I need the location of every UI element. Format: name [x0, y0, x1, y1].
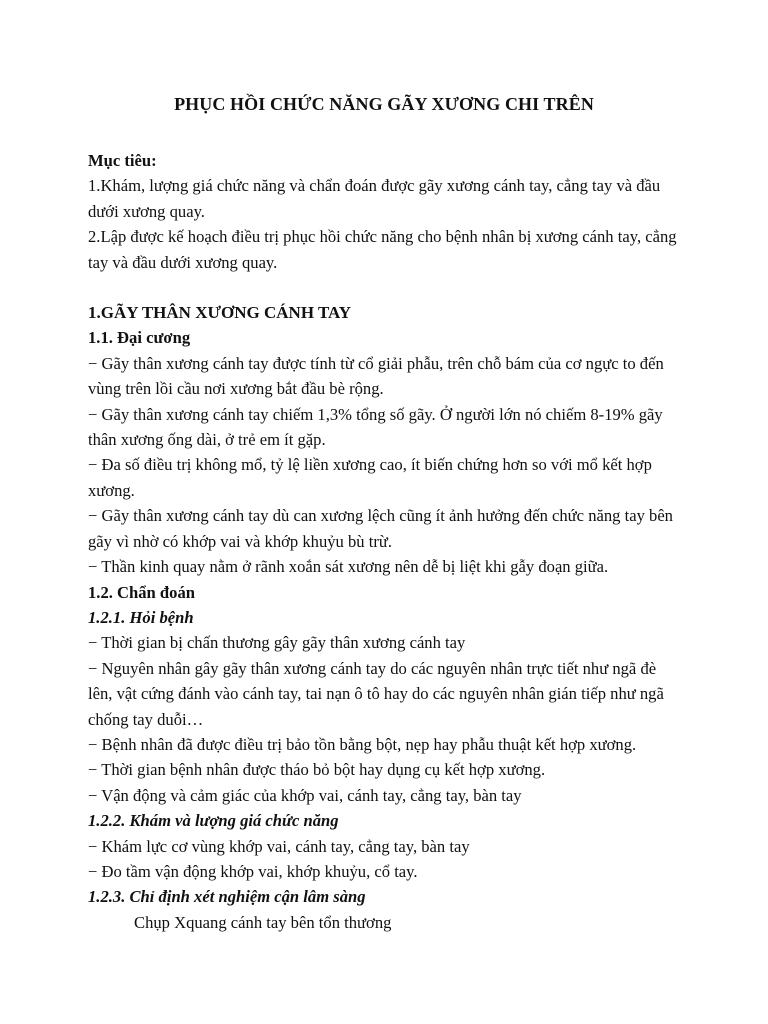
list-item: − Gãy thân xương cánh tay dù can xương lệch cũng ít ảnh hưởng đến chức năng tay bên gãy vì nhờ có khớp vai và khớp khuỷu bù trừ. [88, 506, 673, 551]
objective-item: 1.Khám, lượng giá chức năng và chẩn đoán được gãy xương cánh tay, cẳng tay và đầu dưới xương quay. [88, 176, 661, 221]
list-item: − Bệnh nhân đã được điều trị bảo tồn bằng bột, nẹp hay phẫu thuật kết hợp xương. [88, 734, 637, 754]
list-item: − Thời gian bệnh nhân được tháo bỏ bột hay dụng cụ kết hợp xương. [88, 760, 546, 780]
section-1-2-3-heading: 1.2.3. Chỉ định xét nghiệm cận lâm sàng [88, 887, 366, 907]
section-1-2-2-heading: 1.2.2. Khám và lượng giá chức năng [88, 811, 339, 831]
section-1-2-1-heading: 1.2.1. Hỏi bệnh [88, 607, 194, 627]
document-body [88, 148, 678, 935]
list-item: − Gãy thân xương cánh tay được tính từ cổ giải phẫu, trên chỗ bám của cơ ngực to đến vùng trên lồi cầu nơi xương bắt đầu bè rộng. [88, 353, 664, 399]
section-1-2-heading: 1.2. Chẩn đoán [88, 582, 195, 602]
objective-item: 2.Lập được kế hoạch điều trị phục hồi chức năng cho bệnh nhân bị xương cánh tay, cẳng tay và đầu dưới xương quay. [88, 227, 677, 272]
list-item: Chụp Xquang cánh tay bên tổn thương [134, 912, 392, 932]
list-item: − Nguyên nhân gây gãy thân xương cánh tay do các nguyên nhân trực tiết như ngã đè lên, vật cứng đánh vào cánh tay, tai nạn ô tô hay do các nguyên nhân gián tiếp như ngã chống tay duỗi… [88, 658, 664, 729]
document-title: PHỤC HỒI CHỨC NĂNG GÃY XƯƠNG CHI TRÊN [174, 94, 594, 114]
objectives-heading: Mục tiêu: [88, 151, 157, 170]
list-item: − Đa số điều trị không mổ, tỷ lệ liền xương cao, ít biến chứng hơn so với mổ kết hợp xương. [88, 455, 652, 500]
list-item: − Đo tầm vận động khớp vai, khớp khuỷu, cổ tay. [88, 861, 418, 881]
section-1-heading: 1.GÃY THÂN XƯƠNG CÁNH TAY [88, 303, 352, 323]
list-item: − Gãy thân xương cánh tay chiếm 1,3% tổng số gãy. Ở người lớn nó chiếm 8-19% gãy thân xương ống dài, ở trẻ em ít gặp. [88, 404, 663, 450]
list-item: − Vận động và cảm giác của khớp vai, cánh tay, cẳng tay, bàn tay [88, 785, 522, 805]
list-item: − Thần kinh quay nằm ở rãnh xoắn sát xương nên dễ bị liệt khi gẫy đoạn giữa. [88, 557, 609, 577]
spacer [88, 275, 678, 300]
section-1-1-heading: 1.1. Đại cương [88, 328, 191, 348]
list-item: − Khám lực cơ vùng khớp vai, cánh tay, cẳng tay, bàn tay [88, 836, 470, 856]
list-item: − Thời gian bị chấn thương gây gãy thân xương cánh tay [88, 633, 466, 653]
